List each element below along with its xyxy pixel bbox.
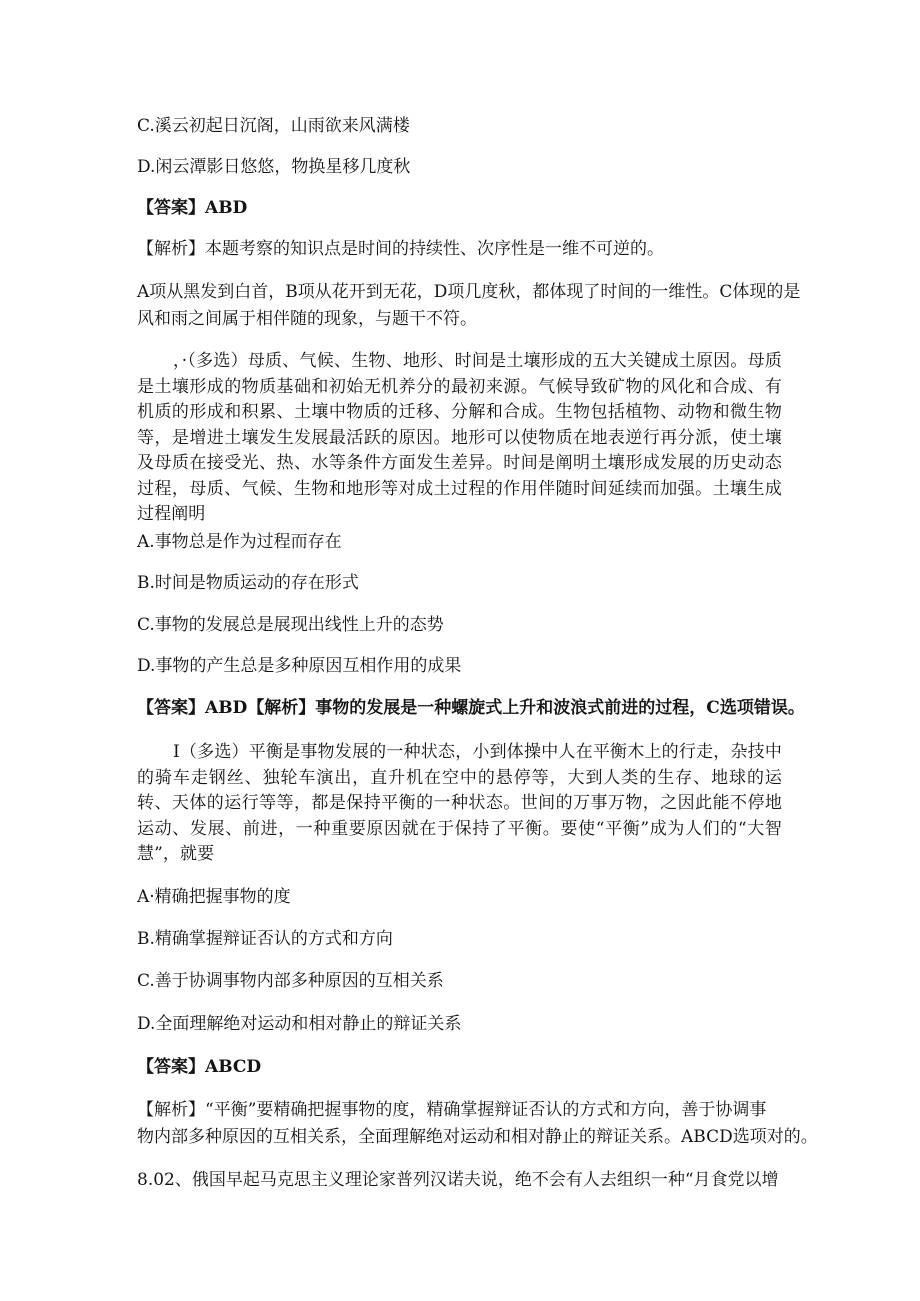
option-c: C.事物的发展总是展现出线性上升的态势 xyxy=(137,615,444,635)
question-stem: ，·（多选）母质、气候、生物、地形、时间是土壤形成的五大关键成土原因。母质是土壤形成的物质基础和初始无机养分的最初来源。气候导致矿物的风化和合成、有机质的形成和积累、土壤中物质的迁移、分解和合成。生物包括植物、动物和微生物等，是增进土壤发生发展最活跃的原因。地形可以使物质在地表逆行再分派，使土壤及母质在接受光、热、水等条件方面发生差异。时间是阐明土壤形成发展的历史动态过程，母质、气候、生物和地形等对成土过程的作用伴随时间延续而加强。土壤生成过程阐明 xyxy=(137,351,782,524)
answer-line: 【答案】ABD xyxy=(137,198,248,218)
answer-line: 【答案】ABD【解析】事物的发展是一种螺旋式上升和波浪式前进的过程，C选项错误。 xyxy=(137,698,805,718)
analysis-line: 风和雨之间属于相伴随的现象，与题干不符。 xyxy=(137,309,477,329)
option-d: D.全面理解绝对运动和相对静止的辩证关系 xyxy=(137,1014,462,1034)
option-b: B.精确掌握辩证否认的方式和方向 xyxy=(137,929,393,949)
option-d: D.闲云潭影日悠悠，物换星移几度秋 xyxy=(137,157,411,177)
option-a: A.事物总是作为过程而存在 xyxy=(137,532,342,552)
option-b: B.时间是物质运动的存在形式 xyxy=(137,573,359,593)
option-a: A·精确把握事物的度 xyxy=(137,887,291,907)
option-c: C.溪云初起日沉阁，山雨欲来风满楼 xyxy=(137,116,410,136)
analysis-line: 【解析】“平衡”要精确把握事物的度，精确掌握辩证否认的方式和方向，善于协调事 xyxy=(137,1100,767,1120)
answer-line: 【答案】ABCD xyxy=(137,1057,262,1077)
option-c: C.善于协调事物内部多种原因的互相关系 xyxy=(137,971,444,991)
option-d: D.事物的产生总是多种原因互相作用的成果 xyxy=(137,656,462,676)
question-stem: I（多选）平衡是事物发展的一种状态，小到体操中人在平衡木上的行走，杂技中的骑车走钢丝、独轮车演出，直升机在空中的悬停等，大到人类的生存、地球的运转、天体的运行等等，都是保持平衡的一种状态。世间的万事万物，之因此能不停地运动、发展、前进，一种重要原因就在于保持了平衡。要使“平衡”成为人们的“大智慧”，就要 xyxy=(137,742,782,864)
analysis-line: 物内部多种原因的互相关系，全面理解绝对运动和相对静止的辩证关系。ABCD选项对的。 xyxy=(137,1127,818,1147)
question-stem: 8.02、俄国早起马克思主义理论家普列汉诺夫说，绝不会有人去组织一种“月食党以增 xyxy=(137,1170,779,1190)
analysis-line: 【解析】本题考察的知识点是时间的持续性、次序性是一维不可逆的。 xyxy=(137,239,664,259)
analysis-line: A项从黑发到白首，B项从花开到无花，D项几度秋，都体现了时间的一维性。C体现的是 xyxy=(137,282,801,302)
